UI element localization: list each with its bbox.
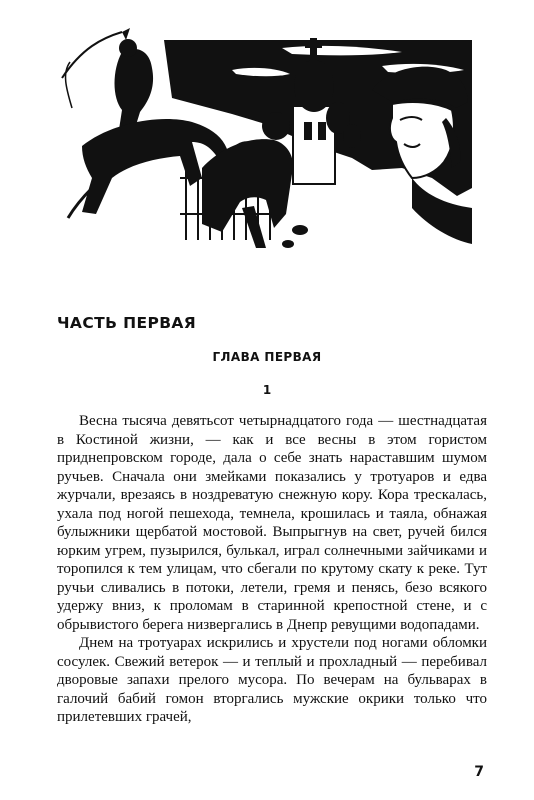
paragraph: Днем на тротуарах искрились и хрустели под ногами обломки сосулек. Свежий ветерок — и теплый и прохладный — перебивал дворовые запахи прелого мусора. По вечерам на бульварах в галочий бабий гомон вторгались мужские окрики только что прилетевших грачей, bbox=[57, 635, 487, 725]
body-text bbox=[57, 412, 487, 727]
section-number: 1 bbox=[262, 383, 272, 397]
part-title: ЧАСТЬ ПЕРВАЯ bbox=[57, 314, 197, 332]
page-number: 7 bbox=[474, 764, 484, 780]
paragraph: Весна тысяча девятьсот четырнадцатого года — шестнадцатая в Костиной жизни, — как и все весны в этом гористом приднепровском городе, дала о себе знать нараставшим шумом ручьев. Сначала они змейками показались у тротуаров и едва журчали, врезаясь в ноздреватую снежную кору. Кора трескалась, ухала под ногой пешехода, темнела, крошилась и таяла, обнажая булыжники щербатой мостовой. Выпрыгнув на свет, ручей бился юрким угрем, пузырился, булькал, играл солнечными зайчиками и торопился к тем улицам, что сбегали по крутому скату к реке. Тут ручьи сливались в потоки, летели, гремя и пенясь, безо всякого удержу вниз, к проломам в старинной крепостной стене, и с обрывистого берега низвергались в Днепр ревущими водопадами. bbox=[57, 413, 487, 633]
chapter-title: ГЛАВА ПЕРВАЯ bbox=[212, 350, 322, 364]
chapter-illustration bbox=[52, 18, 482, 263]
